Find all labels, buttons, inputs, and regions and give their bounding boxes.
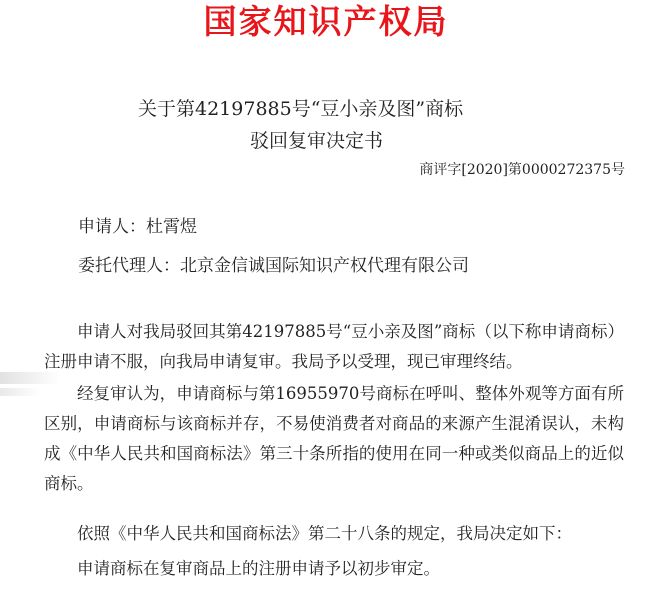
scan-artifact	[0, 372, 60, 384]
agent-name: 北京金信诚国际知识产权代理有限公司	[180, 256, 469, 276]
body-paragraph-request: 申请人对我局驳回其第42197885号“豆小亲及图”商标（以下称申请商标）注册申请不服，向我局申请复审。我局予以受理，现已审理终结。	[44, 322, 624, 371]
document-title-line2: 驳回复审决定书	[250, 130, 384, 152]
document-number: 商评字[2020]第0000272375号	[419, 162, 625, 178]
applicant-name: 杜霄煜	[146, 217, 197, 237]
office-header: 国家知识产权局	[203, 2, 449, 41]
body-paragraph-basis: 依照《中华人民共和国商标法》第二十八条的规定，我局决定如下：	[77, 524, 572, 543]
scan-artifact	[0, 388, 40, 396]
applicant-label: 申请人：	[78, 217, 146, 237]
body-paragraph-review: 经复审认为，申请商标与第16955970号商标在呼叫、整体外观等方面有所区别，申请商标与该商标并存，不易使消费者对商品的来源产生混淆误认，未构成《中华人民共和国商标法》第三十条所指的使用在同一种或类似商品上的近似商标。	[44, 384, 624, 493]
applicant-field	[78, 215, 197, 239]
agent-field	[78, 254, 469, 278]
document-title-line1: 关于第42197885号“豆小亲及图”商标	[138, 98, 464, 120]
agent-label: 委托代理人：	[78, 256, 180, 276]
body-paragraph-decision: 申请商标在复审商品上的注册申请予以初步审定。	[77, 559, 440, 578]
